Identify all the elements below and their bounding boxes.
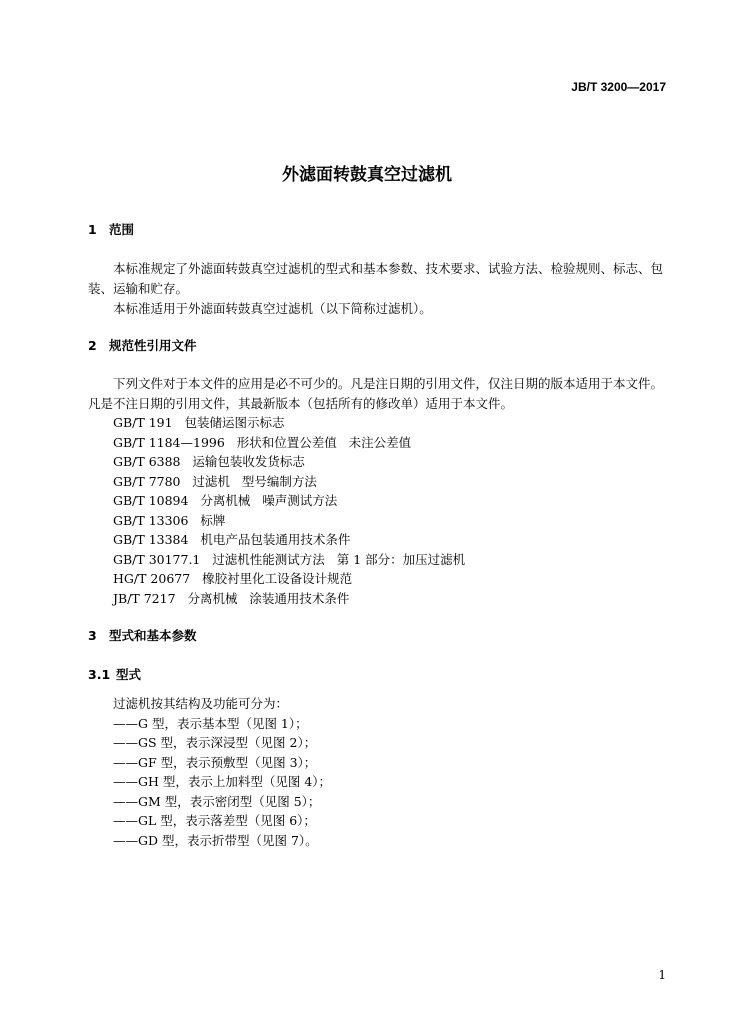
subsection-number: 3.1	[88, 667, 111, 682]
section-number: 2	[88, 338, 97, 353]
reference-item: HG/T 20677 橡胶衬里化工设备设计规范	[113, 571, 353, 586]
paragraph: 本标准规定了外滤面转鼓真空过滤机的型式和基本参数、技术要求、试验方法、检验规则、标志、包装、运输和贮存。	[88, 261, 664, 296]
paragraph: 本标准适用于外滤面转鼓真空过滤机（以下简称过滤机）。	[113, 301, 432, 316]
section-2-heading	[88, 336, 197, 354]
reference-item: GB/T 1184—1996 形状和位置公差值 未注公差值	[113, 434, 412, 450]
section-title: 型式和基本参数	[109, 628, 197, 643]
list-item: ——GM 型，表示密闭型（见图 5）；	[113, 793, 321, 809]
section-1-body	[88, 259, 672, 319]
section-2-intro	[88, 374, 672, 414]
reference-item: GB/T 30177.1 过滤机性能测试方法 第 1 部分：加压过滤机	[113, 551, 466, 567]
list-item: ——G 型，表示基本型（见图 1）；	[113, 715, 308, 731]
reference-item: GB/T 6388 运输包装收发货标志	[113, 454, 305, 469]
list-item: ——GL 型，表示落差型（见图 6）；	[113, 813, 316, 828]
section-3-heading	[88, 626, 197, 644]
reference-item: GB/T 191 包装储运图示标志	[113, 415, 285, 430]
list-item: ——GH 型，表示上加料型（见图 4）；	[113, 774, 332, 789]
section-number: 3	[88, 628, 97, 643]
standard-number: JB/T 3200—2017	[571, 80, 666, 94]
reference-item: GB/T 13306 标牌	[113, 512, 226, 528]
paragraph: 下列文件对于本文件的应用是必不可少的。凡是注日期的引用文件，仅注日期的版本适用于本文件。凡是不注日期的引用文件，其最新版本（包括所有的修改单）适用于本文件。	[88, 376, 664, 411]
reference-item: JB/T 7217 分离机械 涂装通用技术条件	[113, 590, 350, 606]
list-intro: 过滤机按其结构及功能可分为：	[113, 696, 289, 711]
list-item: ——GF 型，表示预敷型（见图 3）；	[113, 754, 317, 770]
section-title: 范围	[109, 222, 135, 237]
reference-item: GB/T 10894 分离机械 噪声测试方法	[113, 493, 338, 508]
page-number: 1	[658, 968, 666, 982]
reference-list	[113, 413, 465, 608]
type-list	[113, 694, 331, 850]
list-item: ——GS 型，表示深浸型（见图 2）；	[113, 735, 317, 750]
reference-item: GB/T 13384 机电产品包装通用技术条件	[113, 532, 351, 547]
reference-item: GB/T 7780 过滤机 型号编制方法	[113, 473, 317, 489]
subsection-title: 型式	[116, 667, 142, 682]
section-title: 规范性引用文件	[109, 338, 197, 353]
subsection-3-1-heading	[88, 665, 141, 683]
list-item: ——GD 型，表示折带型（见图 7）。	[113, 832, 318, 848]
section-number: 1	[88, 222, 97, 237]
document-title: 外滤面转鼓真空过滤机	[282, 165, 452, 185]
section-1-heading	[88, 220, 134, 238]
